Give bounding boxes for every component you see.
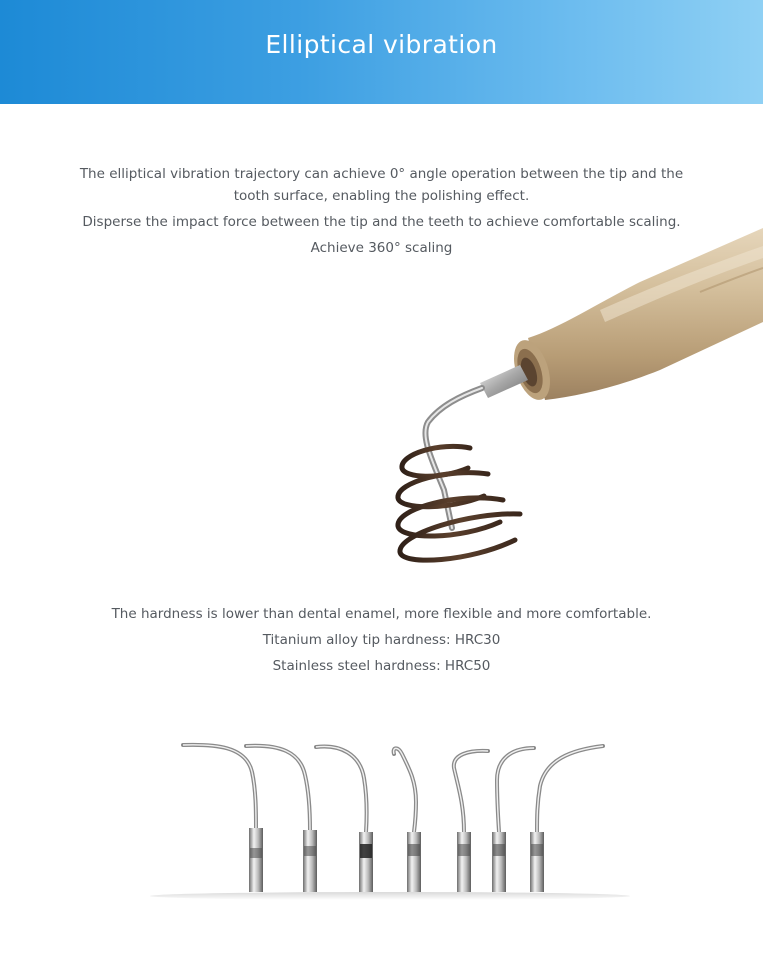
hardness-description [60,603,703,677]
header-banner [0,0,763,104]
elliptical-orbit-lines [398,446,520,560]
scaler-tip-6 [492,748,534,892]
vibration-text-line-3: Achieve 360° scaling [310,240,453,256]
handpiece-body [507,228,763,404]
hardness-text-line-2: Titanium alloy tip hardness: HRC30 [262,632,501,648]
hardness-text-line-1: The hardness is lower than dental enamel, more flexible and more comfortable. [111,606,652,622]
hardness-text-line-3: Stainless steel hardness: HRC50 [272,658,491,674]
scaler-tip-7 [530,746,603,892]
scaler-tip-5 [454,751,488,892]
page-title: Elliptical vibration [265,30,498,59]
scaler-tips-row [0,720,763,910]
vibration-text-line-1: The elliptical vibration trajectory can achieve 0° angle operation between the tip and the tooth surface, enabling the polishing effect. [79,166,684,204]
scaler-tip-4 [394,748,421,892]
tips-shadow [150,892,630,900]
scaler-tip-1 [183,745,263,892]
handpiece-illustration [0,210,763,590]
vibration-text-line-2: Disperse the impact force between the tip and the teeth to achieve comfortable scaling. [82,214,681,230]
scaler-tip-3 [316,746,373,892]
